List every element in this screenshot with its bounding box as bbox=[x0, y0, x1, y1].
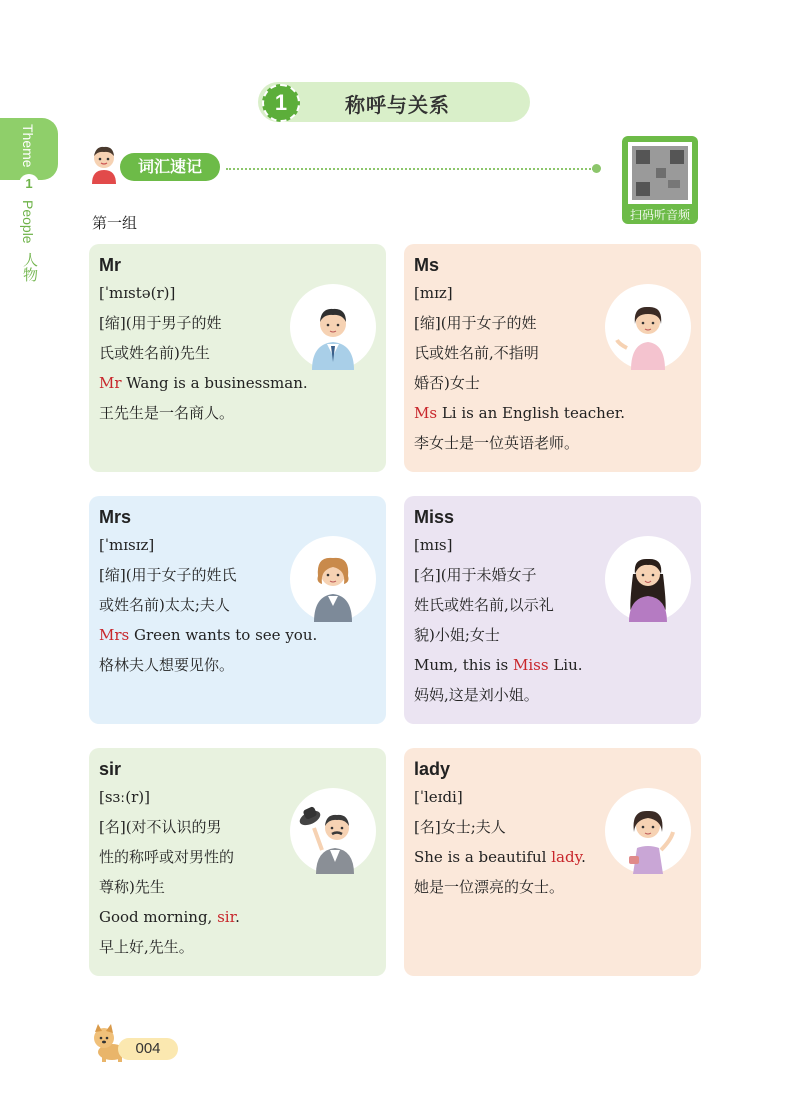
dotted-divider bbox=[226, 168, 594, 170]
example-highlight: lady bbox=[551, 848, 582, 866]
side-theme-label bbox=[16, 122, 46, 292]
vocab-card-lady bbox=[404, 748, 701, 976]
vocab-definition-line: [缩](用于男子的姓 bbox=[99, 314, 222, 332]
gentleman-with-hat-illustration bbox=[290, 788, 376, 874]
vocab-example-zh: 格林夫人想要见你。 bbox=[99, 656, 235, 674]
vocab-card-mr bbox=[89, 244, 386, 472]
vocab-example-zh: 她是一位漂亮的女士。 bbox=[414, 878, 565, 896]
example-highlight: sir bbox=[217, 908, 236, 926]
vocab-definition-line: 性的称呼或对男性的 bbox=[99, 848, 235, 866]
vocab-example-en bbox=[414, 650, 691, 680]
side-people-cn: 人物 bbox=[21, 252, 39, 282]
example-highlight: Mr bbox=[99, 374, 122, 392]
example-highlight: Miss bbox=[513, 656, 549, 674]
vocab-definition-line: [缩](用于女子的姓氏 bbox=[99, 566, 237, 584]
vocab-example-zh: 李女士是一位英语老师。 bbox=[414, 434, 580, 452]
woman-teacher-illustration bbox=[605, 284, 691, 370]
side-theme-word: Theme bbox=[20, 124, 36, 168]
vocab-word: lady bbox=[414, 759, 451, 779]
vocab-phonetic: [mɪz] bbox=[414, 284, 453, 302]
example-highlight: Mrs bbox=[99, 626, 130, 644]
boy-mascot-icon bbox=[86, 144, 122, 184]
vocab-word: Ms bbox=[414, 255, 440, 275]
vocab-phonetic: [ˈmɪsɪz] bbox=[99, 536, 155, 554]
qr-code-icon[interactable] bbox=[628, 142, 692, 204]
miss-illustration bbox=[605, 536, 691, 622]
vocab-example-en bbox=[414, 398, 691, 428]
example-text: Li is an English teacher. bbox=[437, 404, 626, 422]
vocab-word: Miss bbox=[414, 507, 455, 527]
vocab-phonetic: [mɪs] bbox=[414, 536, 453, 554]
example-text: She is a beautiful bbox=[414, 848, 552, 866]
vocab-word: sir bbox=[99, 759, 122, 779]
example-text: Mum, this is bbox=[414, 656, 513, 674]
example-text: Green wants to see you. bbox=[129, 626, 318, 644]
example-text: . bbox=[581, 848, 586, 866]
vocab-definition-line: 貌)小姐;女士 bbox=[414, 626, 500, 644]
lady-illustration bbox=[605, 788, 691, 874]
side-theme-number: 1 bbox=[19, 174, 39, 194]
vocab-definition-line: 尊称)先生 bbox=[99, 878, 165, 896]
dotted-divider-end bbox=[592, 164, 601, 173]
vocab-example-en bbox=[99, 620, 376, 650]
vocab-definition-line: [名]女士;夫人 bbox=[414, 818, 506, 836]
vocab-phonetic: [sɜː(r)] bbox=[99, 788, 150, 806]
example-text: . bbox=[235, 908, 240, 926]
vocab-example-zh: 早上好,先生。 bbox=[99, 938, 194, 956]
page-number: 004 bbox=[118, 1038, 178, 1060]
example-highlight: Ms bbox=[414, 404, 438, 422]
vocab-example-en bbox=[99, 902, 376, 932]
vocab-example-zh: 王先生是一名商人。 bbox=[99, 404, 235, 422]
group-title: 第一组 bbox=[92, 214, 138, 232]
side-people-word: People bbox=[20, 200, 36, 244]
example-text: Liu. bbox=[548, 656, 583, 674]
section-title: 称呼与关系 bbox=[345, 93, 450, 117]
section-number: 1 bbox=[262, 84, 300, 122]
vocab-definition-line: 姓氏或姓名前,以示礼 bbox=[414, 596, 554, 614]
vocab-definition-line: [名](用于未婚女子 bbox=[414, 566, 537, 584]
vocab-definition-line: 氏或姓名前)先生 bbox=[99, 344, 210, 362]
vocab-card-sir bbox=[89, 748, 386, 976]
businessman-illustration bbox=[290, 284, 376, 370]
vocab-definition-line: 婚否)女士 bbox=[414, 374, 480, 392]
vocab-word: Mr bbox=[99, 255, 121, 275]
mrs-green-illustration bbox=[290, 536, 376, 622]
example-text: Good morning, bbox=[99, 908, 218, 926]
vocab-example-zh: 妈妈,这是刘小姐。 bbox=[414, 686, 539, 704]
vocab-phonetic: [ˈleɪdi] bbox=[414, 788, 463, 806]
vocab-phonetic: [ˈmɪstə(r)] bbox=[99, 284, 176, 302]
qr-code-caption: 扫码听音频 bbox=[629, 208, 690, 222]
vocab-quick-memo-label: 词汇速记 bbox=[120, 153, 220, 181]
vocab-definition-line: [名](对不认识的男 bbox=[99, 818, 222, 836]
vocab-card-ms bbox=[404, 244, 701, 472]
vocab-card-mrs bbox=[89, 496, 386, 724]
vocab-definition-line: [缩](用于女子的姓 bbox=[414, 314, 537, 332]
example-text: Wang is a businessman. bbox=[121, 374, 308, 392]
vocab-card-miss bbox=[404, 496, 701, 724]
vocab-word: Mrs bbox=[99, 507, 132, 527]
vocab-definition-line: 或姓名前)太太;夫人 bbox=[99, 596, 230, 614]
vocab-example-en bbox=[99, 368, 376, 398]
vocab-definition-line: 氏或姓名前,不指明 bbox=[414, 344, 539, 362]
